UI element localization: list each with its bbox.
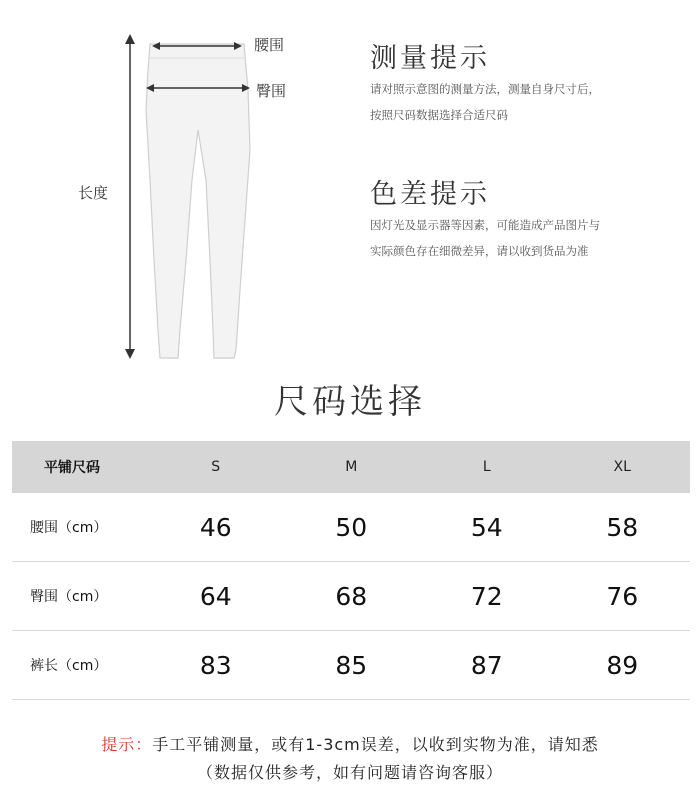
table-cell: 76 [606,581,639,611]
row-label: 腰围（cm） [30,520,108,536]
color-tip-text: 因灯光及显示器等因素，可能造成产品图片与 实际颜色存在细微差异，请以收到货品为准 [370,218,600,258]
row-label: 臀围（cm） [30,589,108,605]
length-arrow-icon [125,34,135,359]
table-header-row [12,441,690,493]
table-row [12,562,690,631]
table-cell: 64 [199,581,232,611]
header-size-l: L [482,459,491,475]
table-row [12,631,690,700]
leggings-silhouette [146,44,250,358]
table-cell: 50 [335,512,368,542]
length-label: 长度 [78,184,109,202]
waist-label: 腰围 [254,36,285,54]
header-label: 平铺尺码 [44,460,100,476]
table-cell: 58 [606,512,639,542]
measure-tip-title: 测量提示 [370,43,490,74]
row-label: 裤长（cm） [30,658,108,674]
tip-line-1: 手工平铺测量，或有1-3cm误差，以收到实物为准，请知悉 [152,735,599,754]
header-size-m: M [345,459,358,475]
table-cell: 68 [335,581,368,611]
footer-tip [0,732,700,755]
size-heading: 尺码选择 [274,382,426,422]
color-tip-title: 色差提示 [370,179,490,210]
table-cell: 72 [470,581,503,611]
size-table [12,441,690,700]
table-cell: 46 [199,512,232,542]
leggings-diagram [110,30,270,370]
table-cell: 83 [199,650,232,680]
measure-tip-text: 请对照示意图的测量方法，测量自身尺寸后， 按照尺码数据选择合适尺码 [370,82,600,122]
table-row [12,493,690,562]
hip-label: 臀围 [256,82,287,100]
tip-line-2: （数据仅供参考，如有问题请咨询客服） [196,763,503,782]
tip-key: 提示： [101,735,153,754]
header-size-xl: XL [613,459,631,475]
table-cell: 85 [335,650,368,680]
table-cell: 87 [470,650,503,680]
table-cell: 54 [470,512,503,542]
header-size-s: S [211,459,221,475]
table-cell: 89 [606,650,639,680]
